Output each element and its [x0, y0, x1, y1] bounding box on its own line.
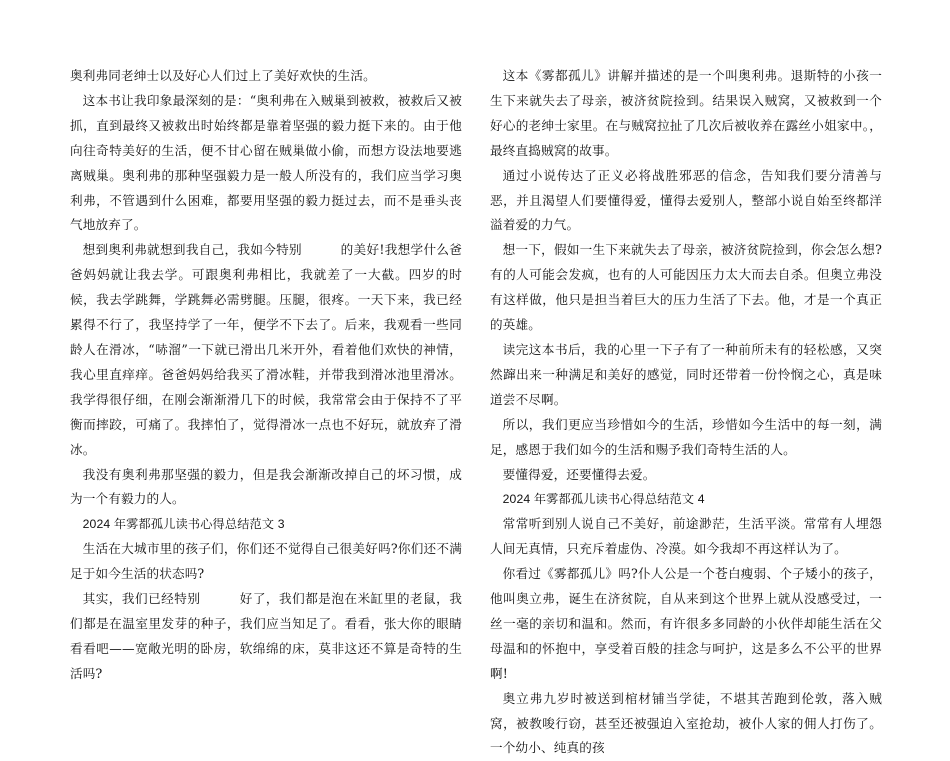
paragraph: 想到奥利弗就想到我自己，我如今特别 的美好!我想学什么爸爸妈妈就让我去学。可跟奥利弗相比，我就差了一大截。四岁的时候，我去学跳舞，学跳舞必需劈腿。压腿，很疼。一天下来，我已经累得不行了，我坚持学了一年，便学不下去了。后来，我观看一些同龄人在滑冰，“哧溜”一下就已滑出几米开外，看着他们欢快的神情，我心里直痒痒。爸爸妈妈给我买了滑冰鞋，并带我到滑冰池里滑冰。我学得很仔细，在刚会渐渐滑几下的时候，我常常会由于保持不了平衡而摔跤，可痛了。我摔怕了，觉得滑冰一点也不好玩，就放弃了滑冰。: [70, 242, 462, 457]
left-column: [70, 64, 462, 687]
section-heading: 2024 年雾都孤儿读书心得总结范文 4: [502, 492, 705, 507]
right-column: [490, 64, 882, 761]
paragraph: 通过小说传达了正义必将战胜邪恶的信念，告知我们要分清善与恶，并且渴望人们要懂得爱，懂得去爱别人，整部小说自始至终都洋溢着爱的力气。: [490, 167, 882, 233]
paragraph: 奥立弗九岁时被送到棺材铺当学徒，不堪其苦跑到伦敦，落入贼窝，被教唆行窃，甚至还被强迫入室抢劫，被仆人家的佣人打伤了。一个幼小、纯真的孩: [490, 690, 882, 756]
paragraph: 要懂得爱，还要懂得去爱。: [502, 466, 656, 482]
paragraph: 想一下，假如一生下来就失去了母亲，被济贫院捡到，你会怎么想?有的人可能会发疯，也有的人可能因压力太大而去自杀。但奥立弗没有这样做，他只是担当着巨大的压力生活了下去。他，才是一个真正的英雄。: [490, 242, 882, 333]
paragraph: 我没有奥利弗那坚强的毅力，但是我会渐渐改掉自己的坏习惯，成为一个有毅力的人。: [70, 466, 462, 507]
paragraph: 这本《雾都孤儿》讲解并描述的是一个叫奥利弗。退斯特的小孩一生下来就失去了母亲，被济贫院捡到。结果误入贼窝，又被救到一个好心的老绅士家里。在与贼窝拉扯了几次后被收养在露丝小姐家中。，最终直捣贼窝的故事。: [490, 68, 882, 158]
paragraph: 生活在大城市里的孩子们，你们还不觉得自己很美好吗?你们还不满足于如今生活的状态吗?: [70, 541, 462, 582]
paragraph: 奥利弗同老绅士以及好心人们过上了美好欢快的生活。: [70, 68, 376, 83]
paragraph: 这本书让我印象最深刻的是：“奥利弗在入贼巢到被救，被救后又被抓，直到最终又被救出时始终都是靠着坚强的毅力挺下来的。由于他向往奇特美好的生活，便不甘心留在贼巢做小偷，而想方设法地要逃离贼巢。奥利弗的那种坚强毅力是一般人所没有的，我们应当学习奥利弗，不管遇到什么困难，都要用坚强的毅力挺过去，而不是垂头丧气地放弃了。: [70, 92, 462, 233]
paragraph: 其实，我们已经特别 好了，我们都是泡在米缸里的老鼠，我们都是在温室里发芽的种子，我们应当知足了。看看，张大你的眼睛看看吧——宽敞光明的卧房，软绵绵的床，莫非这还不算是奇特的生活吗?: [70, 591, 462, 681]
paragraph: 读完这本书后，我的心里一下子有了一种前所未有的轻松感，又突然蹿出来一种满足和美好的感觉，同时还带着一份怜悯之心，真是味道尝不尽啊。: [490, 341, 882, 407]
paragraph: 常常听到别人说自己不美好，前途渺茫，生活平淡。常常有人埋怨人间无真情，只充斥着虚伪、冷漠。如今我却不再这样认为了。: [490, 516, 882, 557]
section-heading: 2024 年雾都孤儿读书心得总结范文 3: [82, 517, 285, 532]
paragraph: 所以，我们更应当珍惜如今的生活，珍惜如今生活中的每一刻，满足，感恩于我们如今的生活和赐予我们奇特生活的人。: [490, 416, 882, 457]
paragraph: 你看过《雾都孤儿》吗?仆人公是一个苍白瘦弱、个子矮小的孩子，他叫奥立弗，诞生在济贫院，自从来到这个世界上就从没感受过，一丝一毫的亲切和温和。然而，有许很多多同龄的小伙伴却能生活在父母温和的怀抱中，享受着百般的挂念与呵护，这是多么不公平的世界啊!: [490, 566, 882, 681]
